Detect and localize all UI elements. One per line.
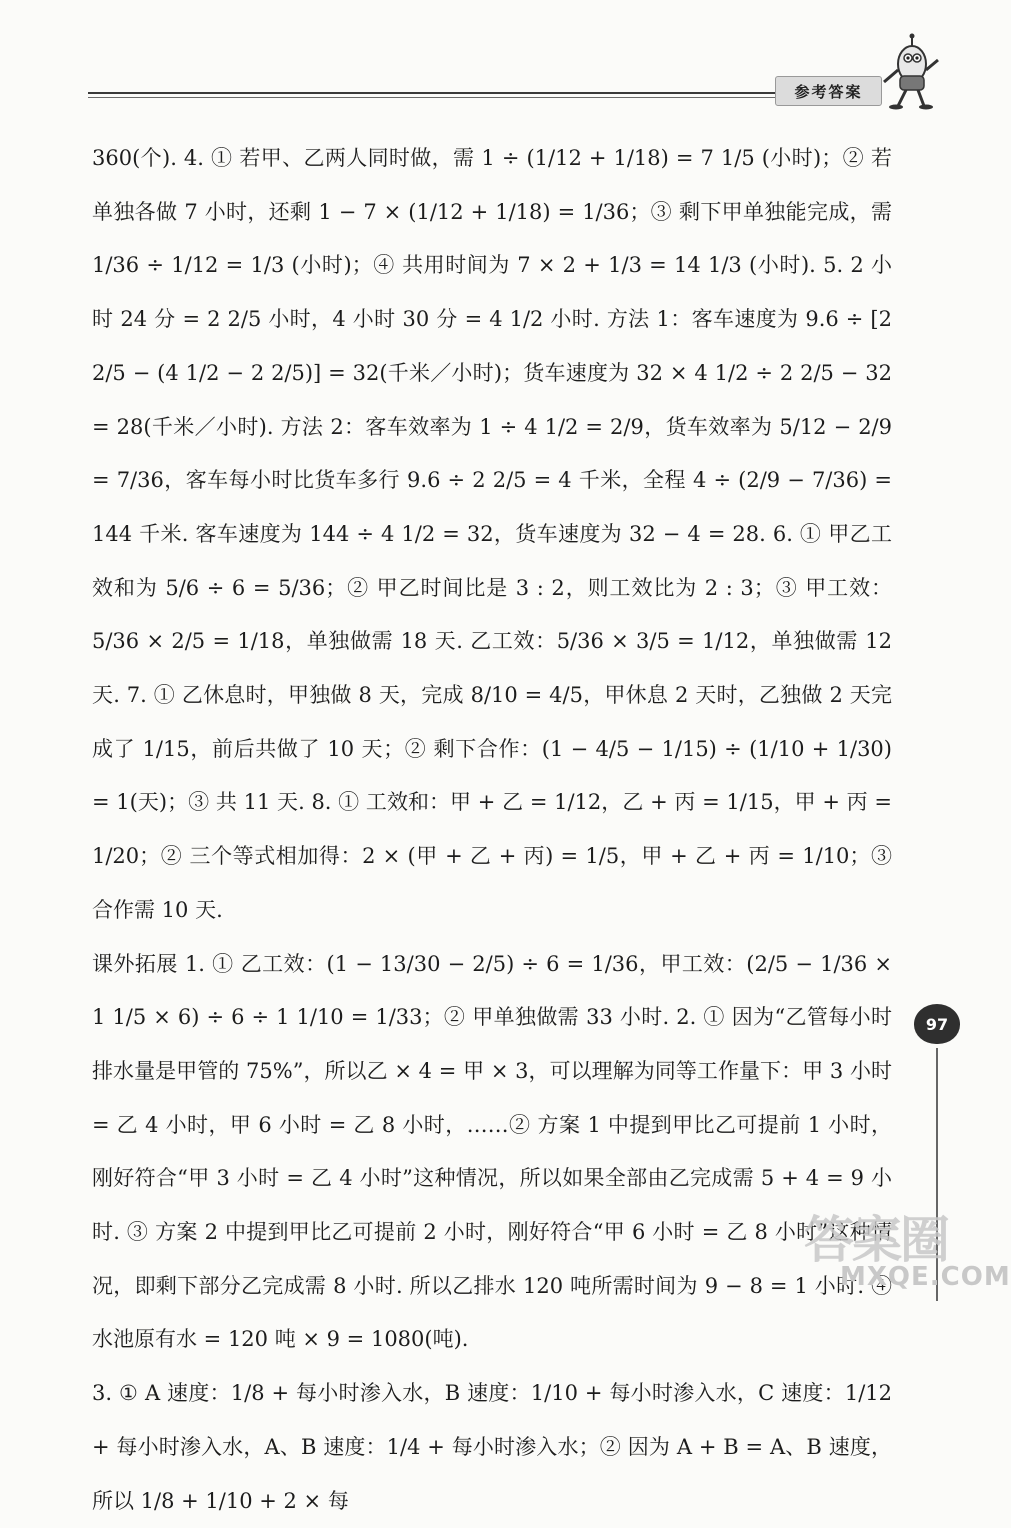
watermark [800,1196,1011,1301]
robot-mascot-icon [878,30,946,110]
header-label: 参考答案 [775,76,882,106]
header-rule-thin [88,97,788,98]
watermark-main: 答案圈 [804,1211,948,1269]
watermark-sub: MXQE.COM [840,1262,1011,1292]
header-rule [88,92,788,94]
page-number-badge: 97 [914,1004,960,1044]
answer-paragraph: 360(个). 4. ① 若甲、乙两人同时做，需 1 ÷ (1/12 + 1/18) = 7 1/5 (小时)；② 若单独各做 7 小时，还剩 1 − 7 × (1/12 + 1/18) = 1/36；③ 剩下甲单独能完成，需 1/36 ÷ 1/12 = 1/3 (小时)；④ 共用时间为 7 × 2 + 1/3 = 14 1/3 (小时). 5. 2 小时 24 分 = 2 2/5 小时，4 小时 30 分 = 4 1/2 小时. 方法 1：客车速度为 9.6 ÷ [2 2/5 − (4 1/2 − 2 2/5)] = 32(千米／小时)；货车速度为 32 × 4 1/2 ÷ 2 2/5 − 32 = 28(千米／小时). 方法 2：客车效率为 1 ÷ 4 1/2 = 2/9，货车效率为 5/12 − 2/9 = 7/36，客车每小时比货车多行 9.6 ÷ 2 2/5 = 4 千米，全程 4 ÷ (2/9 − 7/36) = 144 千米. 客车速度为 144 ÷ 4 1/2 = 32，货车速度为 32 − 4 = 28. 6. ① 甲乙工效和为 5/6 ÷ 6 = 5/36；② 甲乙时间比是 3 : 2，则工效比为 2 : 3；③ 甲工效：5/36 × 2/5 = 1/18，单独做需 18 天. 乙工效：5/36 × 3/5 = 1/12，单独做需 12 天. 7. ① 乙休息时，甲独做 8 天，完成 8/10 = 4/5，甲休息 2 天时，乙独做 2 天完成了 1/15，前后共做了 10 天；② 剩下合作：(1 − 4/5 − 1/15) ÷ (1/10 + 1/30) = 1(天)；③ 共 11 天. 8. ① 工效和：甲 + 乙 = 1/12，乙 + 丙 = 1/15，甲 + 丙 = 1/20；② 三个等式相加得：2 × (甲 + 乙 + 丙) = 1/5，甲 + 乙 + 丙 = 1/10；③ 合作需 10 天. [92,146,892,922]
answer-paragraph-extension: 课外拓展 1. ① 乙工效：(1 − 13/30 − 2/5) ÷ 6 = 1/36，甲工效：(2/5 − 1/36 × 1 1/5 × 6) ÷ 6 ÷ 1 1/10 = 1/33；② 甲单独做需 33 小时. 2. ① 因为“乙管每小时排水量是甲管的 75%”，所以乙 × 4 = 甲 × 3，可以理解为同等工作量下：甲 3 小时 = 乙 4 小时，甲 6 小时 = 乙 8 小时，……② 方案 1 中提到甲比乙可提前 1 小时，刚好符合“甲 3 小时 = 乙 4 小时”这种情况，所以如果全部由乙完成需 5 + 4 = 9 小时. ③ 方案 2 中提到甲比乙可提前 2 小时，刚好符合“甲 6 小时 = 乙 8 小时”这种情况，即剩下部分乙完成需 8 小时. 所以乙排水 120 吨所需时间为 9 − 8 = 1 小时. ④ 水池原有水 = 120 吨 × 9 = 1080(吨). [92,951,892,1352]
answer-paragraph-continued: 3. ① A 速度：1/8 + 每小时渗入水，B 速度：1/10 + 每小时渗入水，C 速度：1/12 + 每小时渗入水，A、B 速度：1/4 + 每小时渗入水；② 因为 A + B = A、B 速度，所以 1/8 + 1/10 + 2 × 每 [92,1381,892,1513]
answer-content [92,132,892,1528]
